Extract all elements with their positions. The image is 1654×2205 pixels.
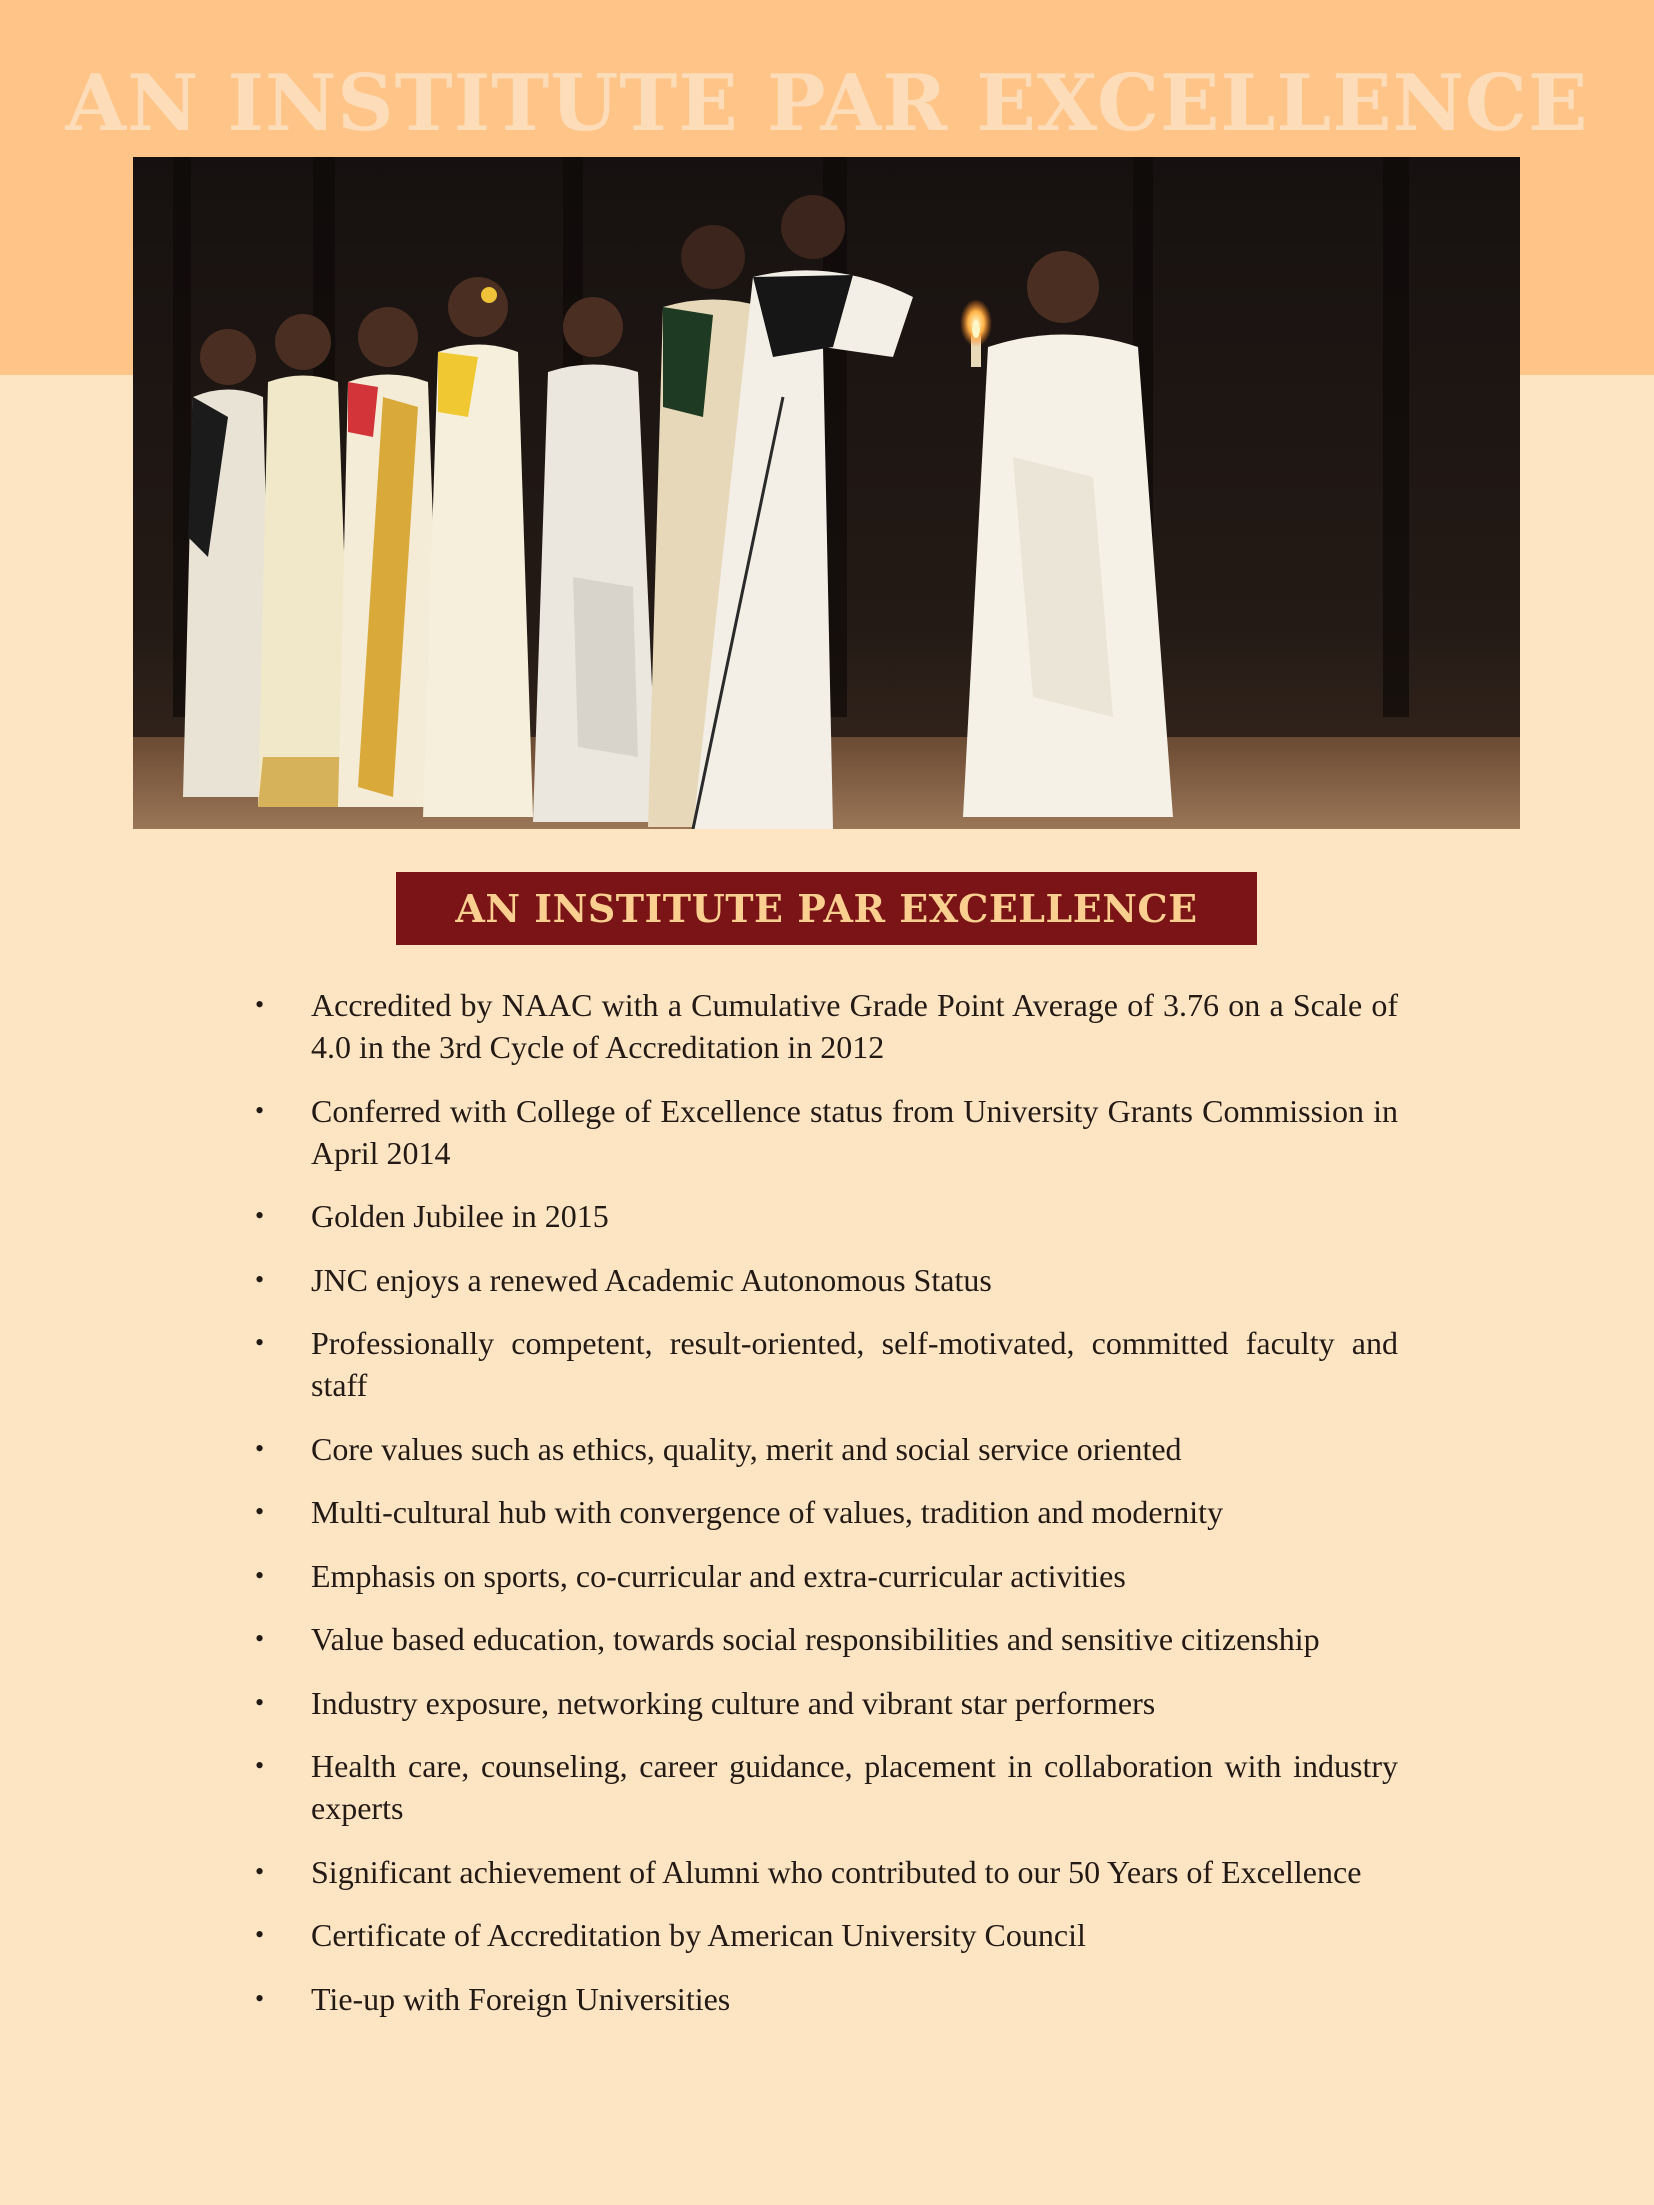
bullet-icon: •: [255, 1264, 265, 1294]
bullet-icon: •: [255, 1497, 265, 1526]
highlight-text: Golden Jubilee in 2015: [311, 1198, 609, 1234]
bullet-icon: •: [255, 1624, 265, 1653]
bullet-icon: •: [255, 1751, 265, 1780]
highlight-item: [255, 984, 1398, 1068]
bullet-icon: •: [255, 1920, 265, 1949]
highlight-item: [255, 1322, 1398, 1406]
highlight-item: [255, 1195, 1398, 1237]
highlight-item: [255, 1914, 1398, 1956]
bullet-icon: •: [255, 990, 265, 1019]
highlight-item: [255, 1978, 1398, 2020]
highlight-item: [255, 1428, 1398, 1470]
highlight-text: Significant achievement of Alumni who contributed to our 50 Years of Excellence: [311, 1853, 1362, 1890]
highlight-text: Value based education, towards social responsibilities and sensitive citizenship: [311, 1621, 1320, 1657]
bullet-icon: •: [255, 1983, 265, 2013]
highlight-text: Conferred with College of Excellence status from University Grants Commission in April 2014: [311, 1092, 1398, 1171]
highlight-item: [255, 1851, 1398, 1893]
highlight-text: Certificate of Accreditation by American University Council: [311, 1917, 1086, 1953]
highlight-text: Emphasis on sports, co-curricular and extra-curricular activities: [311, 1557, 1126, 1594]
highlight-text: Multi-cultural hub with convergence of values, tradition and modernity: [311, 1494, 1224, 1530]
highlight-text: Core values such as ethics, quality, merit and social service oriented: [311, 1430, 1182, 1467]
watermark-title: AN INSTITUTE PAR EXCELLENCE: [65, 58, 1589, 149]
section-banner: [396, 872, 1257, 945]
bullet-icon: •: [255, 1687, 265, 1717]
highlight-text: Accredited by NAAC with a Cumulative Grade Point Average of 3.76 on a Scale of 4.0 in the 3rd Cycle of Accreditation in 2012: [311, 987, 1398, 1065]
highlight-text: Industry exposure, networking culture and vibrant star performers: [311, 1684, 1156, 1721]
bullet-icon: •: [255, 1095, 265, 1125]
highlight-item: [255, 1745, 1398, 1829]
banner-title: AN INSTITUTE PAR EXCELLENCE: [455, 886, 1198, 931]
highlight-item: [255, 1090, 1398, 1174]
bullet-icon: •: [255, 1328, 265, 1357]
highlight-text: Tie-up with Foreign Universities: [311, 1980, 731, 2017]
bullet-icon: •: [255, 1856, 265, 1886]
bullet-icon: •: [255, 1201, 265, 1230]
highlight-item: [255, 1618, 1398, 1660]
highlight-item: [255, 1259, 1398, 1301]
lamp-lighting-ceremony-photo: [133, 157, 1520, 829]
bullet-icon: •: [255, 1433, 265, 1463]
bullet-icon: •: [255, 1560, 265, 1590]
highlight-item: [255, 1555, 1398, 1597]
highlight-item: [255, 1491, 1398, 1533]
highlight-text: Professionally competent, result-oriented, self-motivated, committed faculty and staff: [311, 1325, 1398, 1403]
highlight-text: Health care, counseling, career guidance, placement in collaboration with industry experts: [311, 1748, 1398, 1826]
highlight-item: [255, 1682, 1398, 1724]
highlights-list: [255, 984, 1398, 2041]
highlight-text: JNC enjoys a renewed Academic Autonomous Status: [311, 1261, 992, 1298]
